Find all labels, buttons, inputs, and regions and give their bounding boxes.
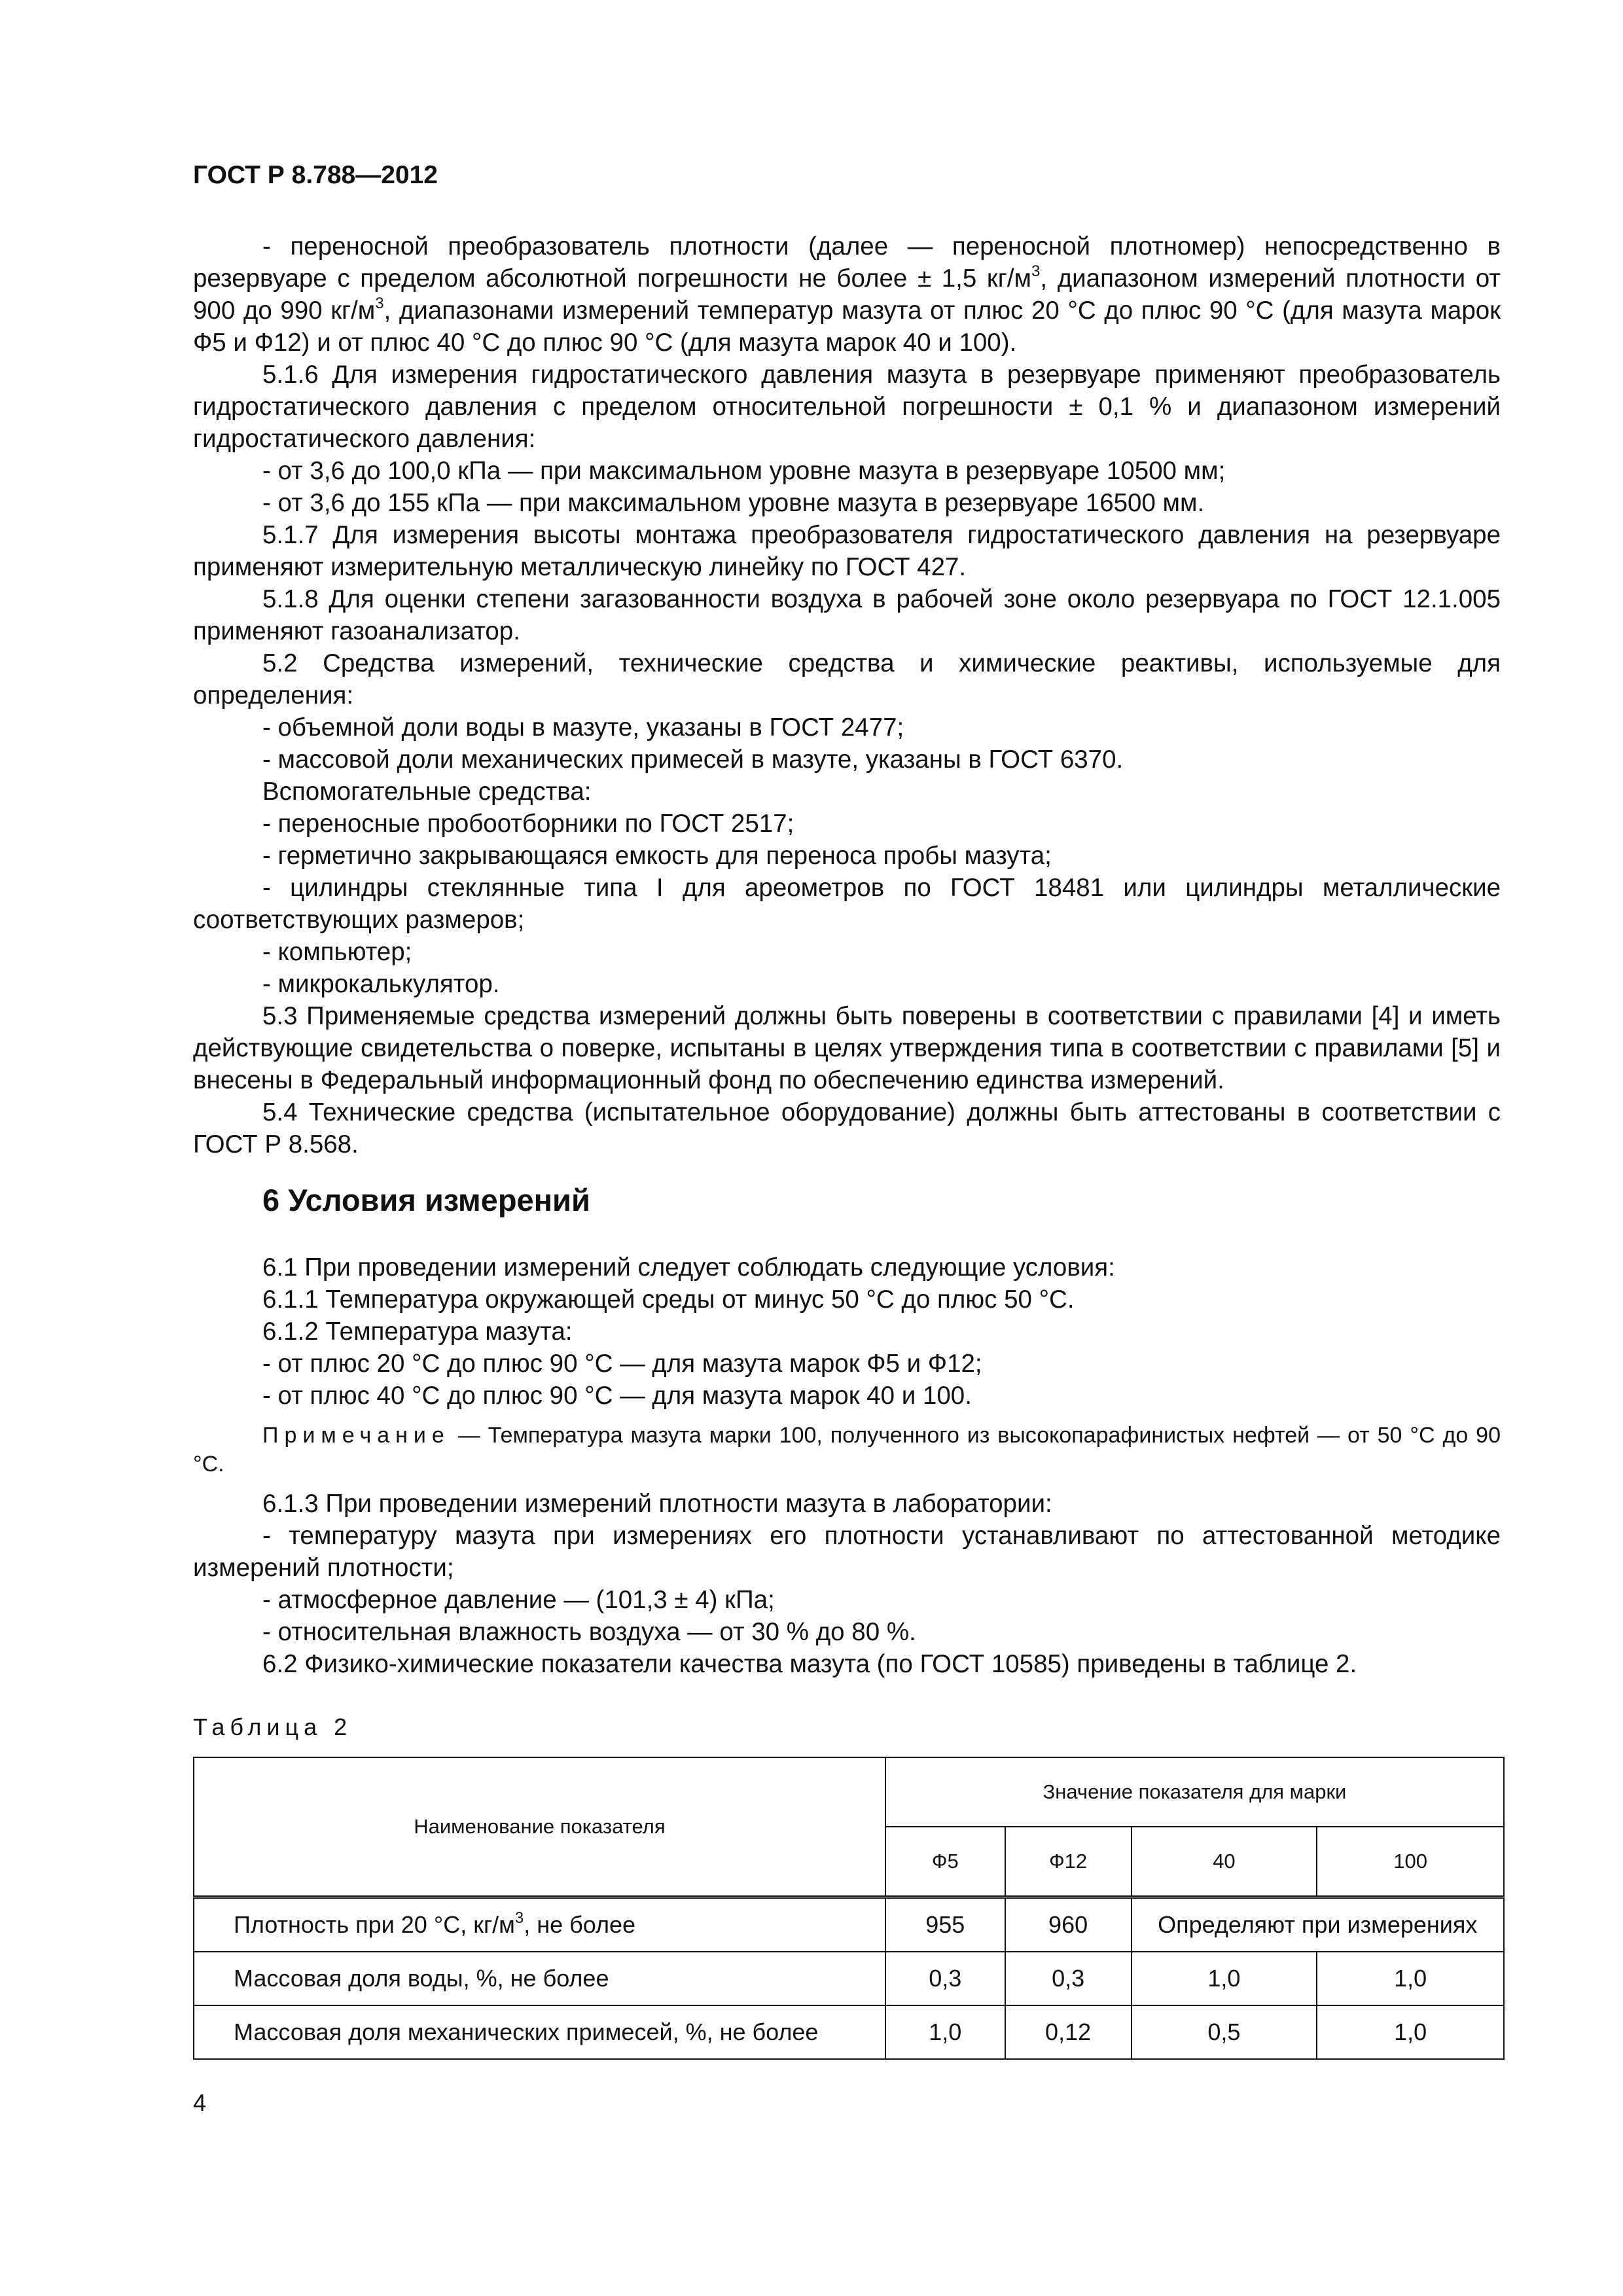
table-row (194, 1897, 1504, 1952)
list-item: - от 3,6 до 155 кПа — при максимальном уровне мазута в резервуаре 16500 мм. (262, 489, 1205, 517)
row-label: Массовая доля воды, %, не более (194, 1952, 885, 2005)
column-header-f12: Ф12 (1005, 1827, 1132, 1897)
paragraph-5-1-8: 5.1.8 Для оценки степени загазованности воздуха в рабочей зоне около резервуара по ГОСТ 12.1.005 применяют газоанализатор. (193, 585, 1501, 645)
section-6-text (193, 1251, 1501, 1680)
table-caption: Таблица 2 (193, 1713, 353, 1740)
cell: 960 (1005, 1897, 1132, 1952)
document-code-header: ГОСТ Р 8.788—2012 (193, 161, 438, 189)
table-row (194, 1952, 1504, 2005)
list-item: - атмосферное давление — (101,3 ± 4) кПа; (262, 1586, 775, 1614)
auxiliary-means-heading: Вспомогательные средства: (262, 778, 592, 806)
paragraph-5-2: 5.2 Средства измерений, технические средства и химические реактивы, используемые для определения: (193, 649, 1501, 709)
paragraph-6-1: 6.1 При проведении измерений следует соблюдать следующие условия: (262, 1253, 1115, 1282)
note-label: Примечание (262, 1423, 450, 1448)
list-item: - от плюс 20 °С до плюс 90 °С — для мазута марок Ф5 и Ф12; (262, 1350, 982, 1378)
paragraph-5-4: 5.4 Технические средства (испытательное оборудование) должны быть аттестованы в соответствии с ГОСТ Р 8.568. (193, 1098, 1501, 1158)
cell: 1,0 (885, 2005, 1005, 2059)
cell: 1,0 (1317, 2005, 1504, 2059)
list-item: - герметично закрывающаяся емкость для переноса пробы мазута; (262, 842, 1052, 870)
cell: 1,0 (1132, 1952, 1317, 2005)
list-item: - от плюс 40 °С до плюс 90 °С — для мазута марок 40 и 100. (262, 1382, 972, 1410)
list-item: - компьютер; (262, 938, 412, 966)
table-header-row (194, 1757, 1504, 1827)
cell: 0,5 (1132, 2005, 1317, 2059)
list-item: - цилиндры стеклянные типа I для ареометров по ГОСТ 18481 или цилиндры металлические соответствующих размеров; (193, 874, 1501, 934)
row-label: Массовая доля механических примесей, %, не более (194, 2005, 885, 2059)
cell: 0,3 (885, 1952, 1005, 2005)
quality-indicators-table (193, 1757, 1505, 2060)
cell: 955 (885, 1897, 1005, 1952)
cell: 0,3 (1005, 1952, 1132, 2005)
paragraph-6-2: 6.2 Физико-химические показатели качества мазута (по ГОСТ 10585) приведены в таблице 2. (262, 1650, 1357, 1678)
table-row (194, 2005, 1504, 2059)
note (193, 1421, 1501, 1479)
paragraph-5-1-6: 5.1.6 Для измерения гидростатического давления мазута в резервуаре применяют преобразователь гидростатического давления с пределом относительной погрешности ± 0,1 % и диапазоном измерений гидростатического давления: (193, 361, 1501, 453)
section-6-title: 6 Условия измерений (262, 1183, 590, 1217)
paragraph-6-1-3: 6.1.3 При проведении измерений плотности мазута в лаборатории: (262, 1490, 1052, 1518)
list-item: - массовой доли механических примесей в мазуте, указаны в ГОСТ 6370. (262, 745, 1124, 774)
column-header-value: Значение показателя для марки (885, 1757, 1504, 1827)
cell: 0,12 (1005, 2005, 1132, 2059)
page-number: 4 (193, 2089, 207, 2116)
list-item: - объемной доли воды в мазуте, указаны в ГОСТ 2477; (262, 713, 904, 742)
list-item: - переносные пробоотборники по ГОСТ 2517; (262, 810, 794, 838)
paragraph-5-3: 5.3 Применяемые средства измерений должны быть поверены в соответствии с правилами [4] и иметь действующие свидетельства о поверке, испытаны в целях утверждения типа в соответствии с правилами [5] и внесены в Федеральный информационный фонд по обеспечению единства измерений. (193, 1002, 1501, 1094)
column-header-40: 40 (1132, 1827, 1317, 1897)
column-header-100: 100 (1317, 1827, 1504, 1897)
paragraph-6-1-1: 6.1.1 Температура окружающей среды от минус 50 °С до плюс 50 °С. (262, 1285, 1075, 1314)
column-header-f5: Ф5 (885, 1827, 1005, 1897)
paragraph-portable-density-meter: - переносной преобразователь плотности (далее — переносной плотномер) непосредственно в резервуаре с пределом абсолютной погрешности не более ± 1,5 $кг/м^3$, диапазоном измерений плотности от 900 до 990 $кг/м^3$, диапазонами измерений температур мазута от плюс 20 °С до плюс 90 °С (для мазута марок Ф5 и Ф12) и от плюс 40 °С до плюс 90 °С (для мазута марок 40 и 100). (193, 232, 1501, 357)
list-item: - относительная влажность воздуха — от 30 % до 80 %. (262, 1618, 916, 1646)
paragraph-5-1-7: 5.1.7 Для измерения высоты монтажа преобразователя гидростатического давления на резервуаре применяют измерительную металлическую линейку по ГОСТ 427. (193, 521, 1501, 581)
paragraph-6-1-2: 6.1.2 Температура мазута: (262, 1318, 573, 1346)
cell: 1,0 (1317, 1952, 1504, 2005)
list-item: - температуру мазута при измерениях его плотности устанавливают по аттестованной методике измерений плотности; (193, 1522, 1501, 1582)
cell: Определяют при измерениях (1132, 1897, 1505, 1952)
note-text: — Температура мазута марки 100, полученного из высокопарафинистых нефтей — от 50 °С до 90 °С. (193, 1423, 1501, 1477)
list-item: - микрокалькулятор. (262, 970, 500, 998)
row-label: Плотность при 20 °С, $кг/м^3$, не более (194, 1897, 885, 1952)
column-header-indicator: Наименование показателя (194, 1757, 885, 1897)
clause-5-text (193, 230, 1501, 1160)
list-item: - от 3,6 до 100,0 кПа — при максимальном уровне мазута в резервуаре 10500 мм; (262, 457, 1226, 485)
